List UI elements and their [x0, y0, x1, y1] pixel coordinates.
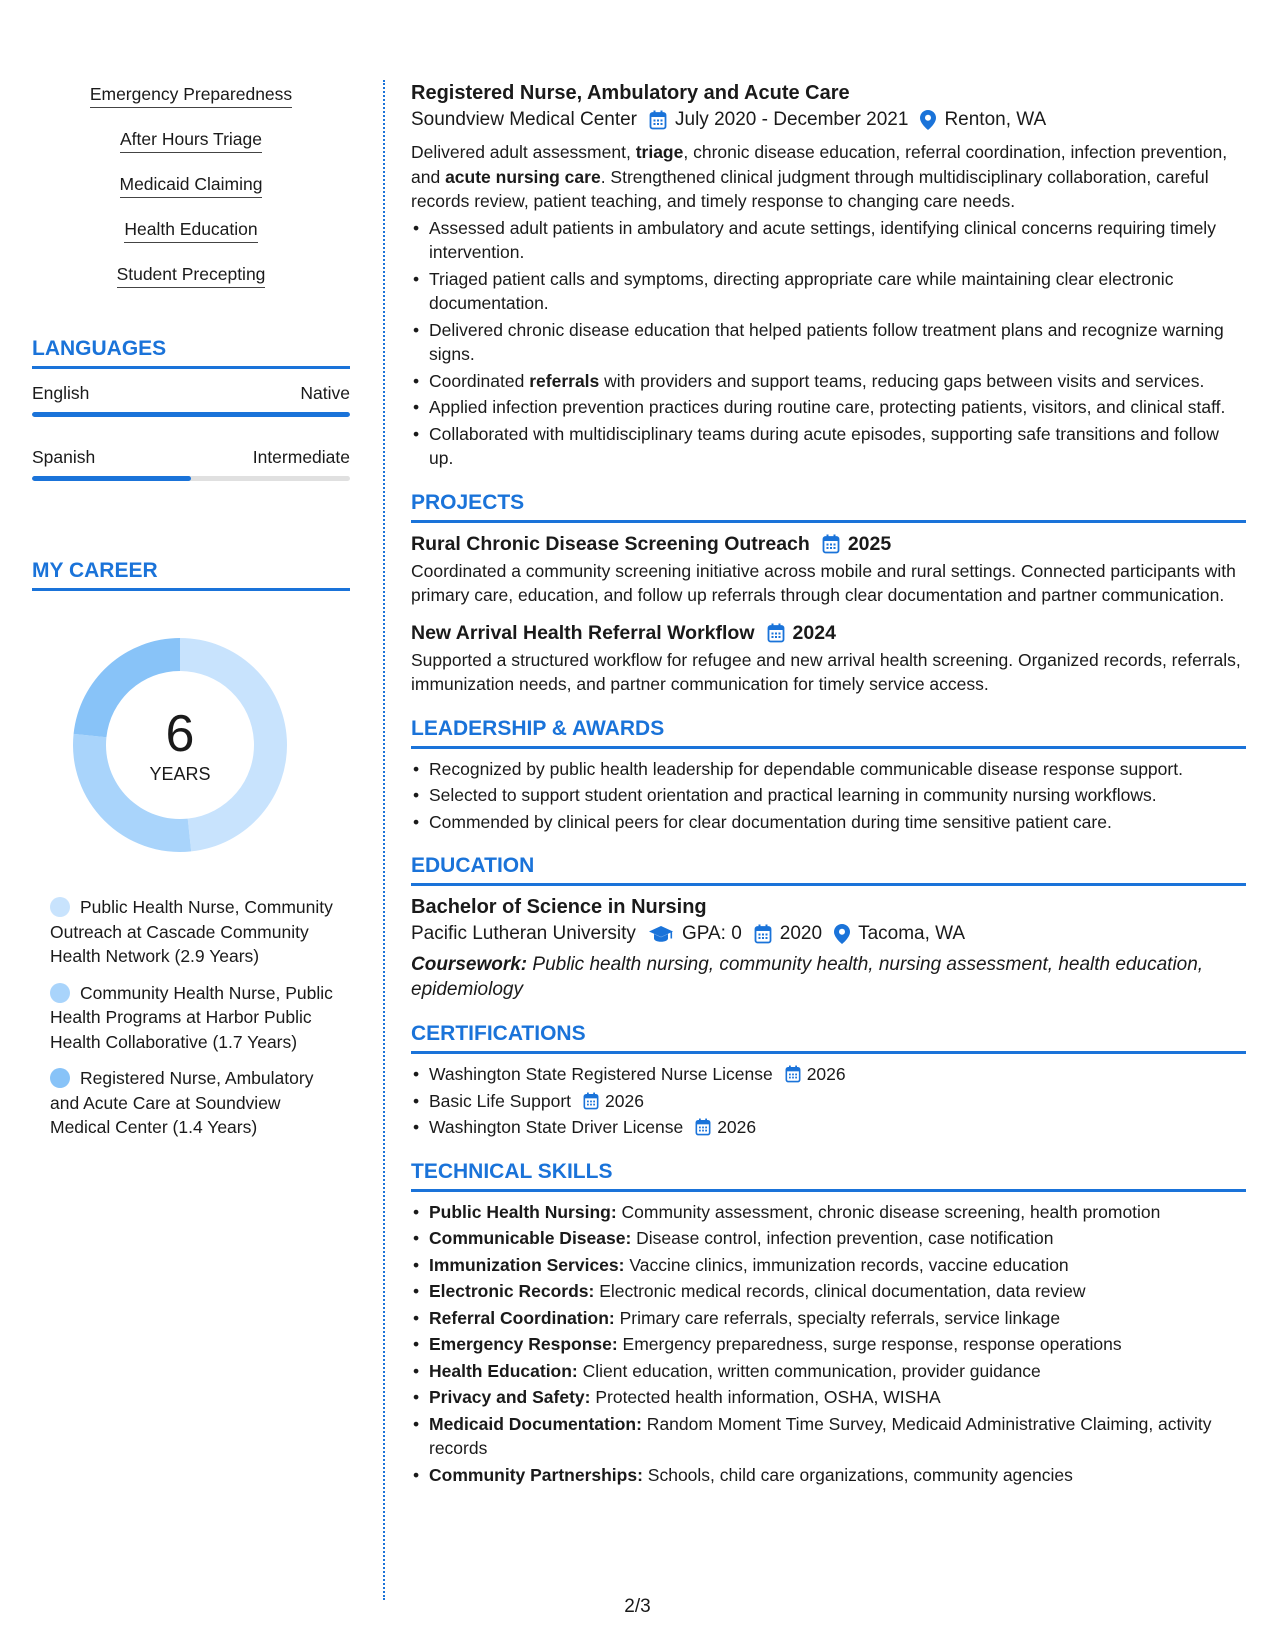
technical-skills-list: [411, 1200, 1246, 1488]
skill-tag: Student Precepting: [117, 264, 266, 288]
list-item: • Triaged patient calls and symptoms, directing appropriate care while maintaining clear electronic documentation.: [411, 267, 1246, 316]
career-legend-label: Registered Nurse, Ambulatory and Acute Care at Soundview Medical Center (1.4 Years): [50, 1068, 314, 1137]
list-item: [411, 1089, 1246, 1114]
coursework: Coursework: Public health nursing, community health, nursing assessment, health education, epidemiology: [411, 954, 1204, 1000]
list-item: • Referral Coordination: Primary care referrals, specialty referrals, service linkage: [411, 1306, 1246, 1331]
certification-year: 2026: [605, 1090, 644, 1111]
experience-entry: [411, 80, 1246, 471]
skill-tag: Medicaid Claiming: [120, 174, 263, 198]
list-item: • Health Education: Client education, written communication, provider guidance: [411, 1359, 1246, 1384]
certification-year: 2026: [806, 1064, 846, 1084]
list-item: • Communicable Disease: Disease control, infection prevention, case notification: [411, 1226, 1246, 1251]
company-name: Soundview Medical Center: [411, 109, 638, 130]
skill-tag: Emergency Preparedness: [90, 84, 292, 108]
job-location: Renton, WA: [944, 109, 1047, 130]
calendar-icon: [767, 623, 785, 643]
list-item: • Community Partnerships: Schools, child care organizations, community agencies: [411, 1463, 1246, 1488]
career-legend-label: Community Health Nurse, Public Health Programs at Harbor Public Health Collaborative (1.7 Years): [50, 982, 333, 1052]
list-item: • Emergency Response: Emergency preparedness, surge response, response operations: [411, 1332, 1246, 1357]
project-entry: [411, 531, 1246, 608]
project-title: New Arrival Health Referral Workflow: [411, 621, 755, 644]
projects-heading: PROJECTS: [411, 491, 1246, 523]
project-description: Supported a structured workflow for refugee and new arrival health screening. Organized records, referrals, immunization needs, and partner communication for timely service access.: [411, 649, 1241, 694]
career-total-years: 6: [165, 704, 195, 763]
degree-title: Bachelor of Science in Nursing: [411, 896, 707, 918]
languages-heading: LANGUAGES: [32, 337, 350, 369]
language-name: English: [32, 383, 90, 403]
list-item: • Delivered chronic disease education that helped patients follow treatment plans and recognize warning signs.: [411, 318, 1246, 367]
skill-tags: [32, 84, 350, 309]
calendar-icon: [822, 534, 840, 554]
location-pin-icon: [834, 924, 850, 944]
language-item: [32, 447, 350, 481]
graduation-year: 2020: [779, 923, 823, 944]
project-title: Rural Chronic Disease Screening Outreach: [411, 532, 810, 555]
language-bar: [32, 412, 350, 417]
legend-dot: [50, 897, 70, 917]
sidebar: [32, 84, 350, 1152]
job-summary: Delivered adult assessment, triage, chronic disease education, referral coordination, infection prevention, and acute nursing care. Strengthened clinical judgment through multidisciplinary collaboration, careful records review, patient teaching, and timely response to changing care needs.: [411, 142, 1228, 211]
list-item: • Public Health Nursing: Community assessment, chronic disease screening, health promotion: [411, 1200, 1246, 1225]
project-entry: [411, 620, 1246, 697]
project-year: 2024: [792, 621, 836, 644]
list-item: [411, 1062, 1246, 1087]
list-item: • Immunization Services: Vaccine clinics, immunization records, vaccine education: [411, 1253, 1246, 1278]
location-pin-icon: [920, 110, 936, 130]
gpa: GPA: 0: [681, 923, 742, 944]
list-item: • Commended by clinical peers for clear documentation during time sensitive patient care.: [411, 810, 1246, 835]
language-bar-fill: [32, 476, 191, 481]
job-meta: [411, 106, 1246, 134]
certification-name: • Basic Life Support: [429, 1090, 572, 1111]
certifications-heading: CERTIFICATIONS: [411, 1022, 1246, 1054]
list-item: • Privacy and Safety: Protected health information, OSHA, WISHA: [411, 1385, 1246, 1410]
list-item: • Selected to support student orientation and practical learning in community nursing workflows.: [411, 783, 1246, 808]
project-year: 2025: [847, 532, 892, 555]
school-location: Tacoma, WA: [858, 923, 966, 944]
calendar-icon: [649, 110, 667, 130]
education-heading: EDUCATION: [411, 854, 1246, 886]
certification-name: • Washington State Driver License: [429, 1117, 684, 1137]
language-bar: [32, 476, 350, 481]
career-total-unit: YEARS: [149, 763, 211, 784]
certification-name: • Washington State Registered Nurse License: [429, 1064, 773, 1084]
list-item: • Recognized by public health leadership for dependable communicable disease response support.: [411, 757, 1246, 782]
job-title: Registered Nurse, Ambulatory and Acute Care: [411, 82, 850, 104]
career-legend-item: [50, 1066, 340, 1140]
career-heading: MY CAREER: [32, 559, 350, 591]
leadership-list: [411, 757, 1246, 835]
career-legend-item: [50, 895, 340, 969]
language-level: Native: [300, 383, 350, 403]
career-legend-label: Public Health Nurse, Community Outreach at Cascade Community Health Network (2.9 Years): [50, 897, 333, 966]
language-name: Spanish: [32, 447, 96, 467]
education-entry: [411, 894, 1246, 1002]
job-bullets: [411, 216, 1246, 471]
certifications-list: [411, 1062, 1246, 1140]
list-item: • Applied infection prevention practices during routine care, protecting patients, visitors, and clinical staff.: [411, 395, 1246, 420]
skill-tag: Health Education: [124, 219, 257, 243]
skill-tag: After Hours Triage: [120, 129, 262, 153]
education-meta: [411, 920, 1246, 948]
language-bar-fill: [32, 412, 350, 417]
calendar-icon: [754, 924, 772, 944]
list-item: • Collaborated with multidisciplinary teams during acute episodes, supporting safe transitions and follow up.: [411, 422, 1246, 471]
list-item: • Coordinated referrals with providers and support teams, reducing gaps between visits and services.: [411, 369, 1246, 394]
calendar-icon: [583, 1092, 599, 1110]
school-name: Pacific Lutheran University: [411, 923, 636, 944]
legend-dot: [50, 983, 70, 1003]
job-dates: July 2020 - December 2021: [675, 109, 909, 130]
technical-skills-heading: TECHNICAL SKILLS: [411, 1160, 1246, 1192]
list-item: • Assessed adult patients in ambulatory and acute settings, identifying clinical concerns requiring timely intervention.: [411, 216, 1246, 265]
certification-year: 2026: [717, 1117, 757, 1137]
language-level: Intermediate: [252, 447, 350, 467]
career-legend: [50, 895, 340, 1140]
career-legend-item: [50, 981, 340, 1055]
list-item: • Electronic Records: Electronic medical records, clinical documentation, data review: [411, 1279, 1246, 1304]
donut-center: [66, 631, 294, 859]
language-item: [32, 383, 350, 417]
leadership-heading: LEADERSHIP & AWARDS: [411, 717, 1246, 749]
main-content: [411, 80, 1246, 1489]
list-item: [411, 1115, 1246, 1140]
calendar-icon: [785, 1065, 801, 1083]
legend-dot: [50, 1068, 70, 1088]
calendar-icon: [695, 1118, 711, 1136]
graduation-cap-icon: [648, 925, 674, 943]
page-number: 2/3: [624, 1596, 651, 1617]
project-description: Coordinated a community screening initiative across mobile and rural settings. Connected participants with primary care, education, and follow up referrals through clear documentation and partner communication.: [411, 560, 1236, 605]
column-divider: [383, 80, 385, 1600]
career-donut-chart: [66, 631, 294, 859]
list-item: • Medicaid Documentation: Random Moment Time Survey, Medicaid Administrative Claiming, activity records: [411, 1412, 1246, 1461]
